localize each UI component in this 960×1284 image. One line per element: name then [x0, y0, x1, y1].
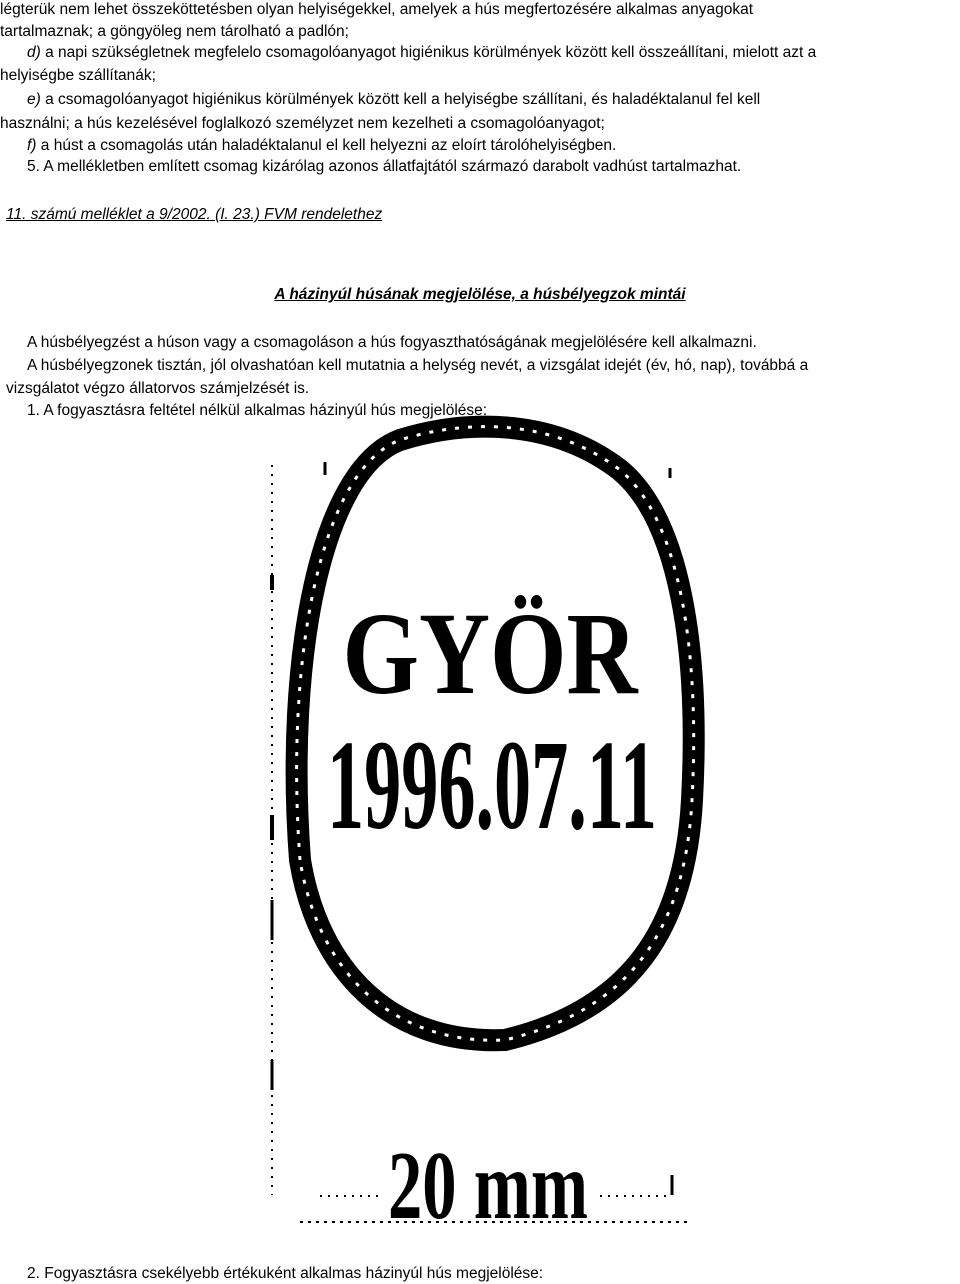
item-label: d) [27, 44, 41, 61]
item-text: a napi szükségletnek megfelelo csomagolóanyagot higiénikus körülmények között kell összeállítani, mielott azt a [40, 44, 817, 61]
section-title: A házinyúl húsának megjelölése, a húsbélyegzok mintái [274, 286, 686, 303]
list-item-1: 1. A fogyasztásra feltétel nélkül alkalmas házinyúl hús megjelölése: [27, 402, 488, 419]
stamp-size-label: 20 mm [388, 1132, 588, 1240]
text-line: tartalmaznak; a göngyöleg nem tárolható a padlón; [0, 23, 349, 40]
list-item-2: 2. Fogyasztásra csekélyebb értékuként alkalmas házinyúl hús megjelölése: [27, 1265, 544, 1282]
text-line: légterük nem lehet összeköttetésben olyan helyiségekkel, amelyek a hús megfertozésére alkalmas anyagokat [0, 1, 754, 18]
text-line: használni; a hús kezelésével foglalkozó személyzet nem kezelheti a csomagolóanyagot; [0, 115, 605, 132]
intro-line: vizsgálatot végzo állatorvos számjelzését is. [6, 380, 310, 397]
stamp-city: GYÖR [342, 588, 639, 719]
item-label: e) [27, 91, 41, 108]
annex-title: 11. számú melléklet a 9/2002. (I. 23.) FVM rendelethez [6, 206, 383, 223]
intro-line: A húsbélyegzonek tisztán, jól olvashatóan kell mutatnia a helység nevét, a vizsgálat idejét (év, hó, nap), továbbá a [27, 357, 809, 374]
intro-line: A húsbélyegzést a húson vagy a csomagoláson a hús fogyaszthatóságának megjelölésére kell alkalmazni. [27, 334, 757, 351]
item-label: f) [27, 137, 37, 154]
item-text: a húst a csomagolás után haladéktalanul el kell helyezni az eloírt tárolóhelyiségben. [36, 137, 617, 154]
item-text: a csomagolóanyagot higiénikus körülmények között kell a helyiségbe szállítani, és haladéktalanul fel kell [40, 91, 761, 108]
list-item-5: 5. A mellékletben említett csomag kizárólag azonos állatfajtától származó darabolt vadhúst tartalmazhat. [27, 158, 742, 175]
stamp-date: 1996.07.11 [327, 714, 657, 856]
text-line: helyiségbe szállítanák; [0, 67, 156, 84]
